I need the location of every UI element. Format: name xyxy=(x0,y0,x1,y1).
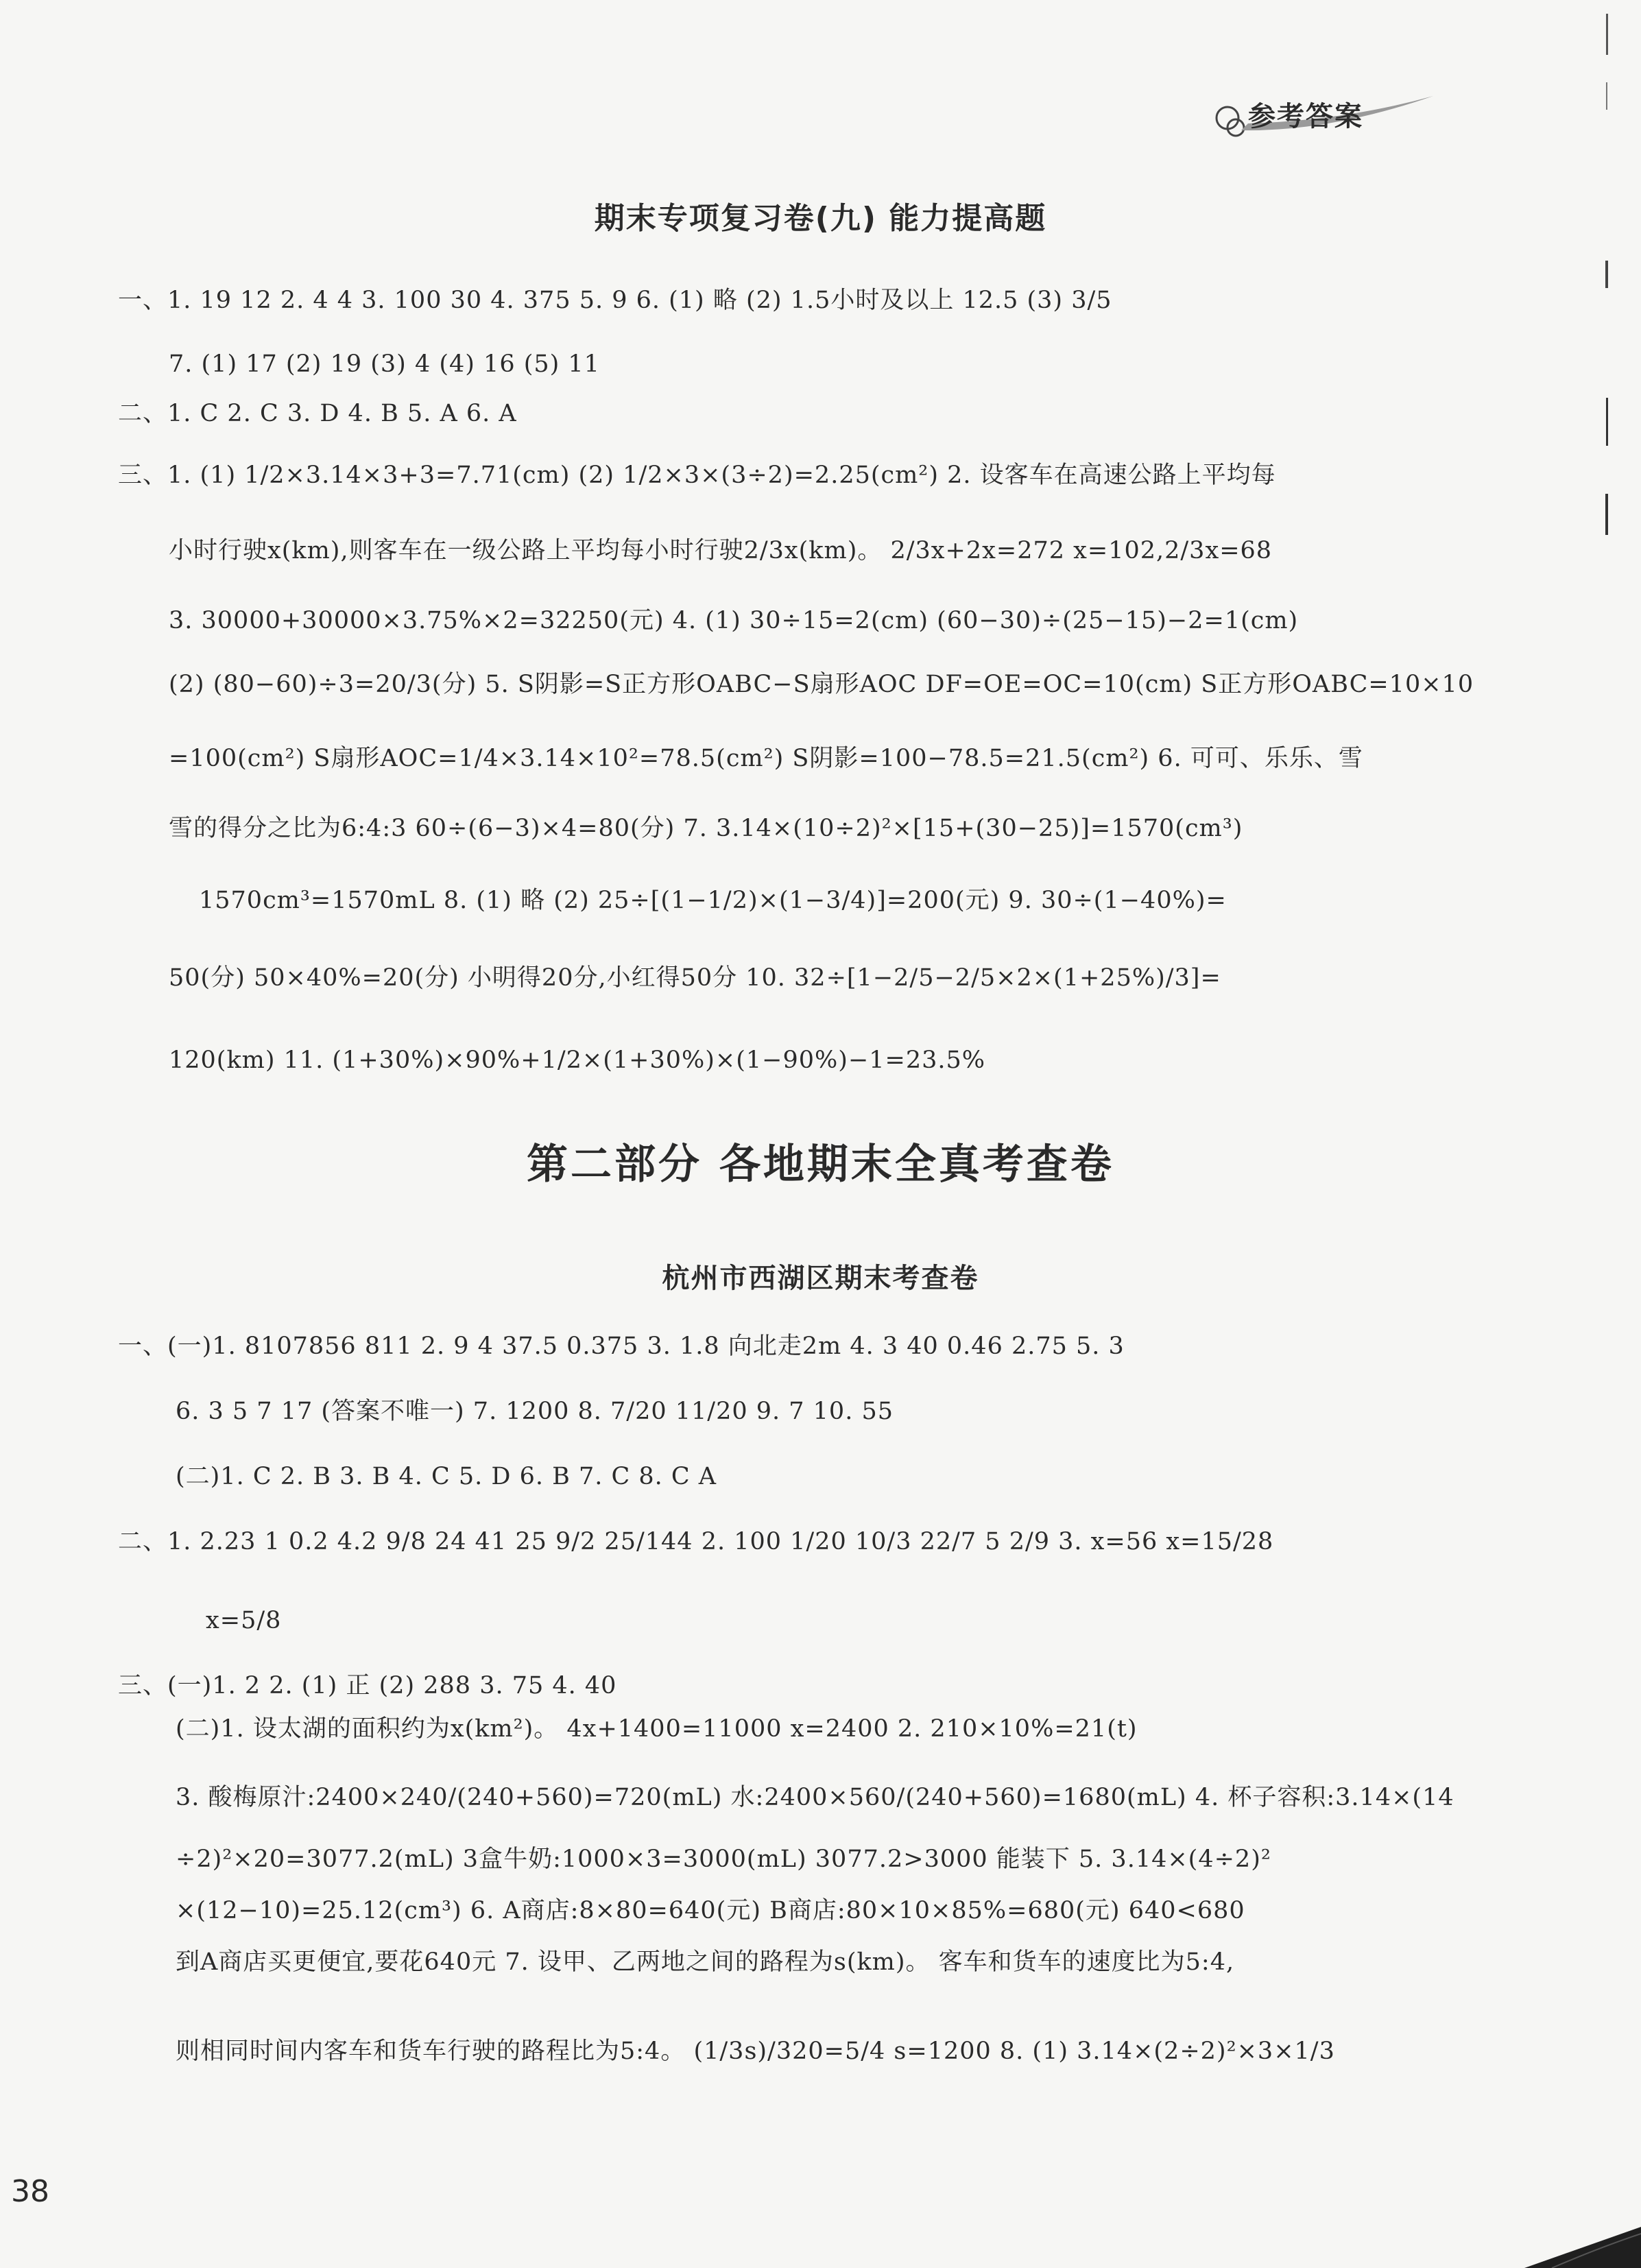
page-edge-marks xyxy=(1602,14,1614,549)
answer-line: 3. 酸梅原汁:2400×240/(240+560)=720(mL) 水:2400×560/(240+560)=1680(mL) 4. 杯子容积:3.14×(14 xyxy=(176,1784,1454,1811)
answer-line: ×(12−10)=25.12(cm³) 6. A商店:8×80=640(元) B商店:80×10×85%=680(元) 640<680 xyxy=(176,1897,1245,1924)
answer-line: 50(分) 50×40%=20(分) 小明得20分,小红得50分 10. 32÷[1−2/5−2/5×2×(1+25%)/3]= xyxy=(169,964,1221,992)
answer-line: 一、1. 19 12 2. 4 4 3. 100 30 4. 375 5. 9 6. (1) 略 (2) 1.5小时及以上 12.5 (3) 3/5 xyxy=(118,287,1112,314)
answer-line: (二)1. 设太湖的面积约为x(km²)。 4x+1400=11000 x=2400 2. 210×10%=21(t) xyxy=(176,1715,1138,1743)
answer-line: 120(km) 11. (1+30%)×90%+1/2×(1+30%)×(1−90%)−1=23.5% xyxy=(169,1047,986,1074)
answer-line: 则相同时间内客车和货车行驶的路程比为5:4。 (1/3s)/320=5/4 s=1200 8. (1) 3.14×(2÷2)²×3×1/3 xyxy=(176,2038,1335,2065)
answer-line: 三、(一)1. 2 2. (1) 正 (2) 288 3. 75 4. 40 xyxy=(118,1672,617,1699)
answer-line: 一、(一)1. 8107856 811 2. 9 4 37.5 0.375 3. 1.8 向北走2m 4. 3 40 0.46 2.75 5. 3 xyxy=(118,1333,1125,1360)
answer-line: x=5/8 xyxy=(206,1607,282,1634)
answer-line: 二、1. C 2. C 3. D 4. B 5. A 6. A xyxy=(118,400,517,427)
corner-decoration xyxy=(1524,2206,1641,2268)
answer-line: =100(cm²) S扇形AOC=1/4×3.14×10²=78.5(cm²) S阴影=100−78.5=21.5(cm²) 6. 可可、乐乐、雪 xyxy=(169,745,1363,772)
answer-line: 小时行驶x(km),则客车在一级公路上平均每小时行驶2/3x(km)。 2/3x+2x=272 x=102,2/3x=68 xyxy=(169,537,1273,564)
answer-line: 三、1. (1) 1/2×3.14×3+3=7.71(cm) (2) 1/2×3×(3÷2)=2.25(cm²) 2. 设客车在高速公路上平均每 xyxy=(118,462,1276,489)
answer-line: (2) (80−60)÷3=20/3(分) 5. S阴影=S正方形OABC−S扇形AOC DF=OE=OC=10(cm) S正方形OABC=10×10 xyxy=(169,671,1474,698)
answer-line: 3. 30000+30000×3.75%×2=32250(元) 4. (1) 30÷15=2(cm) (60−30)÷(25−15)−2=1(cm) xyxy=(169,607,1299,634)
exam-title: 杭州市西湖区期末考查卷 xyxy=(662,1263,979,1294)
answer-key-label: 参考答案 xyxy=(1248,101,1363,132)
answer-line: (二)1. C 2. B 3. B 4. C 5. D 6. B 7. C 8. C A xyxy=(176,1463,717,1490)
answer-line: 雪的得分之比为6:4:3 60÷(6−3)×4=80(分) 7. 3.14×(10÷2)²×[15+(30−25)]=1570(cm³) xyxy=(169,815,1243,842)
answer-line: 7. (1) 17 (2) 19 (3) 4 (4) 16 (5) 11 xyxy=(169,350,600,378)
answer-line: 到A商店买更便宜,要花640元 7. 设甲、乙两地之间的路程为s(km)。 客车和货车的速度比为5:4, xyxy=(176,1948,1235,1976)
page-number: 38 xyxy=(11,2174,49,2209)
section-title: 期末专项复习卷(九) 能力提高题 xyxy=(594,201,1047,236)
answer-line: 1570cm³=1570mL 8. (1) 略 (2) 25÷[(1−1/2)×(1−3/4)]=200(元) 9. 30÷(1−40%)= xyxy=(199,887,1227,914)
answer-line: ÷2)²×20=3077.2(mL) 3盒牛奶:1000×3=3000(mL) 3077.2>3000 能装下 5. 3.14×(4÷2)² xyxy=(176,1846,1271,1873)
answer-line: 6. 3 5 7 17 (答案不唯一) 7. 1200 8. 7/20 11/20 9. 7 10. 55 xyxy=(176,1398,894,1425)
answer-line: 二、1. 2.23 1 0.2 4.2 9/8 24 41 25 9/2 25/144 2. 100 1/20 10/3 22/7 5 2/9 3. x=56 x=15/28 xyxy=(118,1528,1274,1555)
part-title: 第二部分 各地期末全真考查卷 xyxy=(527,1141,1114,1189)
